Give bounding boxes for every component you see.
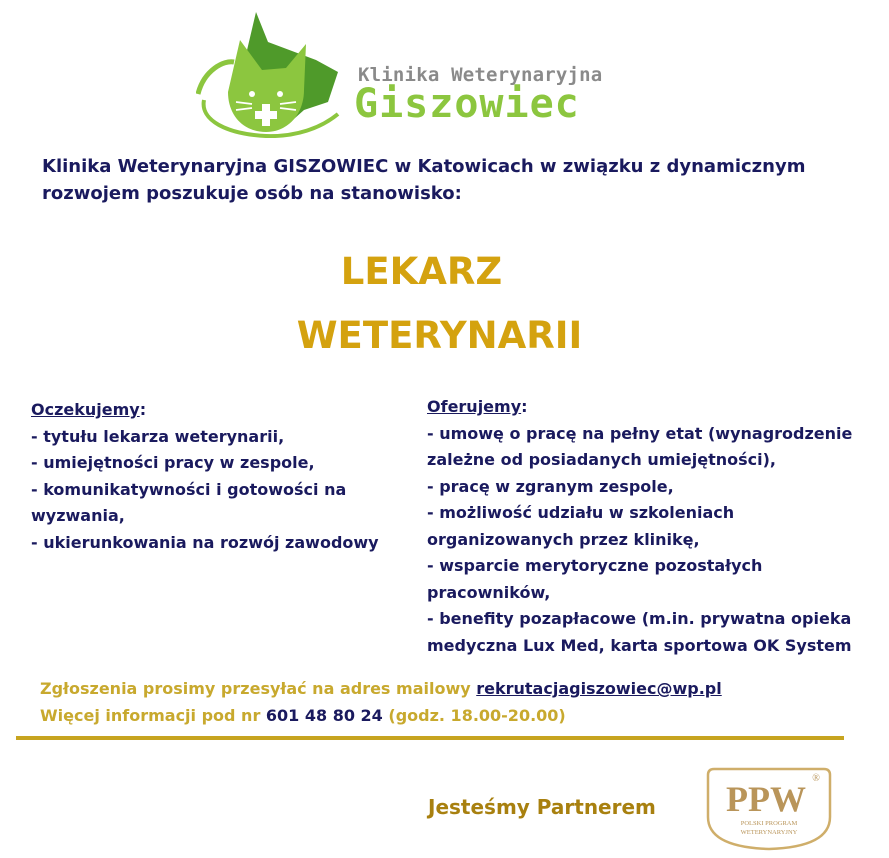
list-item: medyczna Lux Med, karta sportowa OK System [427, 635, 852, 655]
ppw-badge-text: PPW [726, 779, 806, 819]
list-item: pracowników, [427, 582, 551, 602]
clinic-logo-icon [196, 10, 346, 138]
contact-info [40, 675, 860, 729]
requirements-section [31, 397, 411, 556]
list-item: - ukierunkowania na rozwój zawodowy [31, 532, 379, 552]
job-title-line-1: LEKARZ [340, 250, 503, 293]
list-item: - pracę w zgranym zespole, [427, 476, 674, 496]
list-item: organizowanych przez klinikę, [427, 529, 700, 549]
list-item: - możliwość udziału w szkoleniach [427, 503, 735, 522]
intro-line-1: Klinika Weterynaryjna GISZOWIEC w Katowicach w związku z dynamicznym [42, 156, 806, 177]
benefits-list [427, 421, 872, 660]
list-item: - tytułu lekarza weterynarii, [31, 426, 285, 446]
email-link[interactable]: rekrutacjagiszowiec@wp.pl [476, 679, 722, 698]
job-title [0, 240, 889, 368]
intro-line-2: rozwojem poszukuje osób na stanowisko: [42, 183, 462, 204]
email-line: Zgłoszenia prosimy przesyłać na adres mailowy rekrutacjagiszowiec@wp.pl [40, 679, 722, 698]
list-item: - benefity pozapłacowe (m.in. prywatna opieka [427, 609, 852, 628]
ppw-badge-logo [706, 765, 832, 851]
list-item: - wsparcie merytoryczne pozostałych [427, 556, 763, 575]
intro-text [42, 153, 862, 207]
benefits-section [427, 394, 872, 659]
requirements-list [31, 424, 411, 557]
phone-line: Więcej informacji pod nr 601 48 80 24 (godz. 18.00-20.00) [40, 706, 566, 725]
logo-text-name: Giszowiec [354, 81, 580, 127]
requirements-heading: Oczekujemy: [31, 400, 147, 419]
benefits-heading: Oferujemy: [427, 397, 528, 416]
job-title-line-2: WETERYNARII [296, 314, 583, 357]
partner-label: Jesteśmy Partnerem [428, 795, 656, 819]
logo-text-top: Klinika Weterynaryjna [358, 64, 603, 86]
ppw-badge-sub2: WETERYNARYJNY [740, 829, 798, 836]
list-item: - komunikatywności i gotowości na [31, 479, 347, 499]
list-item: zależne od posiadanych umiejętności), [427, 450, 776, 469]
divider [16, 736, 844, 740]
ppw-badge-sub1: POLSKI PROGRAM [740, 820, 798, 827]
ppw-badge-mark: ® [812, 773, 820, 784]
phone-number: 601 48 80 24 [265, 706, 383, 725]
list-item: wyzwania, [31, 506, 125, 525]
list-item: - umiejętności pracy w zespole, [31, 453, 315, 472]
list-item: - umowę o pracę na pełny etat (wynagrodzenie [427, 423, 853, 443]
phone-hours: (godz. 18.00-20.00) [382, 706, 566, 725]
